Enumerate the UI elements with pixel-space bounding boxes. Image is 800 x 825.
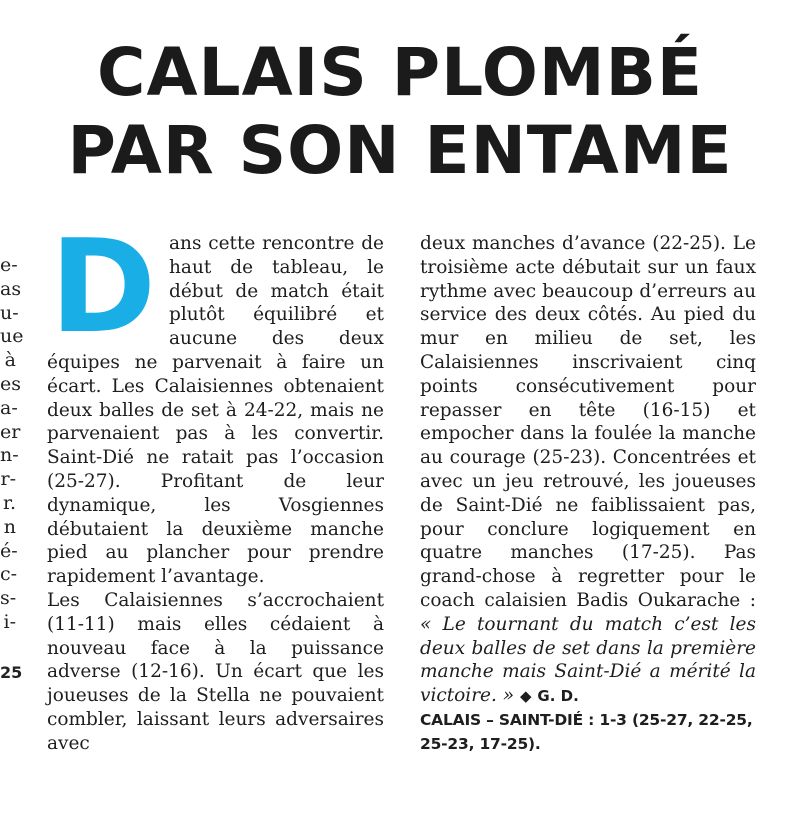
fragment-line: c- xyxy=(0,563,18,586)
fragment-line: es xyxy=(0,372,21,395)
fragment-line: r. xyxy=(2,491,16,514)
headline-line-1: CALAIS PLOMBÉ xyxy=(97,34,703,111)
fragment-line: s- xyxy=(0,587,17,610)
fragment-line: ue xyxy=(0,325,24,348)
fragment-line: u- xyxy=(0,301,19,324)
article-text: deux manches d’avance (22-25). Le troisième acte débutait sur un faux rythme avec beaucoup d’erreurs au service des deux côtés. Au pied du mur en milieu de set, les Calaisiennes inscrivaient cinq points consécutivement pour repasser en tête (16-15) et empocher dans la foulée la manche au courage (25-23). Concentrées et avec un jeu retrouvé, les joueuses de Saint-Dié ne faiblissaient pas, pour conclure logiquement en quatre manches (17-25). Pas grand-chose à regretter pour le coach calaisien Badis Oukarache : xyxy=(420,233,756,611)
article-paragraph: Les Calaisiennes s’accrochaient (11-11) mais elles cédaient à nouveau face à la puissance adverse (12-16). Un écart que les joueuses de la Stella ne pouvaient combler, laissant leurs adversaires avec xyxy=(47,589,384,754)
fragment-line: 25 xyxy=(0,662,23,682)
article-paragraph xyxy=(420,232,756,709)
article-column-1 xyxy=(47,213,384,756)
fragment-line: a- xyxy=(0,396,18,419)
fragment-line: à xyxy=(4,349,16,372)
fragment-line: n- xyxy=(0,444,19,467)
article-paragraph: ans cette rencontre de haut de tableau, le début de match était plutôt équilibré et aucune des deux équipes ne parvenait à faire un écart. Les Calaisiennes obtenaient deux balles de set à 24-22, mais ne parvenaient pas à les convertir. Saint-Dié ne ratait pas l’occasion (25-27). Profitant de leur dynamique, les Vosgiennes débutaient la deuxième manche pied au plancher pour prendre rapidement l’avantage. xyxy=(47,233,384,588)
coach-quote: « Le tournant du match c’est les deux balles de set dans la première manche mais Saint-Dié a mérité la victoire. » xyxy=(420,613,756,707)
fragment-line: r- xyxy=(0,468,16,491)
headline xyxy=(0,34,800,190)
drop-cap: D xyxy=(49,213,157,362)
fragment-line: as xyxy=(0,277,22,300)
fragment-line: é- xyxy=(0,539,18,562)
diamond-icon: ◆ xyxy=(519,687,532,706)
match-result: CALAIS – SAINT-DIÉ : 1-3 (25-27, 22-25, 25-23, 17-25). xyxy=(420,710,753,753)
adjacent-article-fragment xyxy=(0,254,24,685)
fragment-line: n xyxy=(3,515,16,538)
fragment-line: er xyxy=(0,420,21,443)
headline-line-2: PAR SON ENTAME xyxy=(67,112,733,189)
author-signature: G. D. xyxy=(537,687,579,706)
fragment-line: e- xyxy=(0,254,18,276)
fragment-line: i- xyxy=(3,610,16,633)
article-column-2 xyxy=(420,232,756,757)
